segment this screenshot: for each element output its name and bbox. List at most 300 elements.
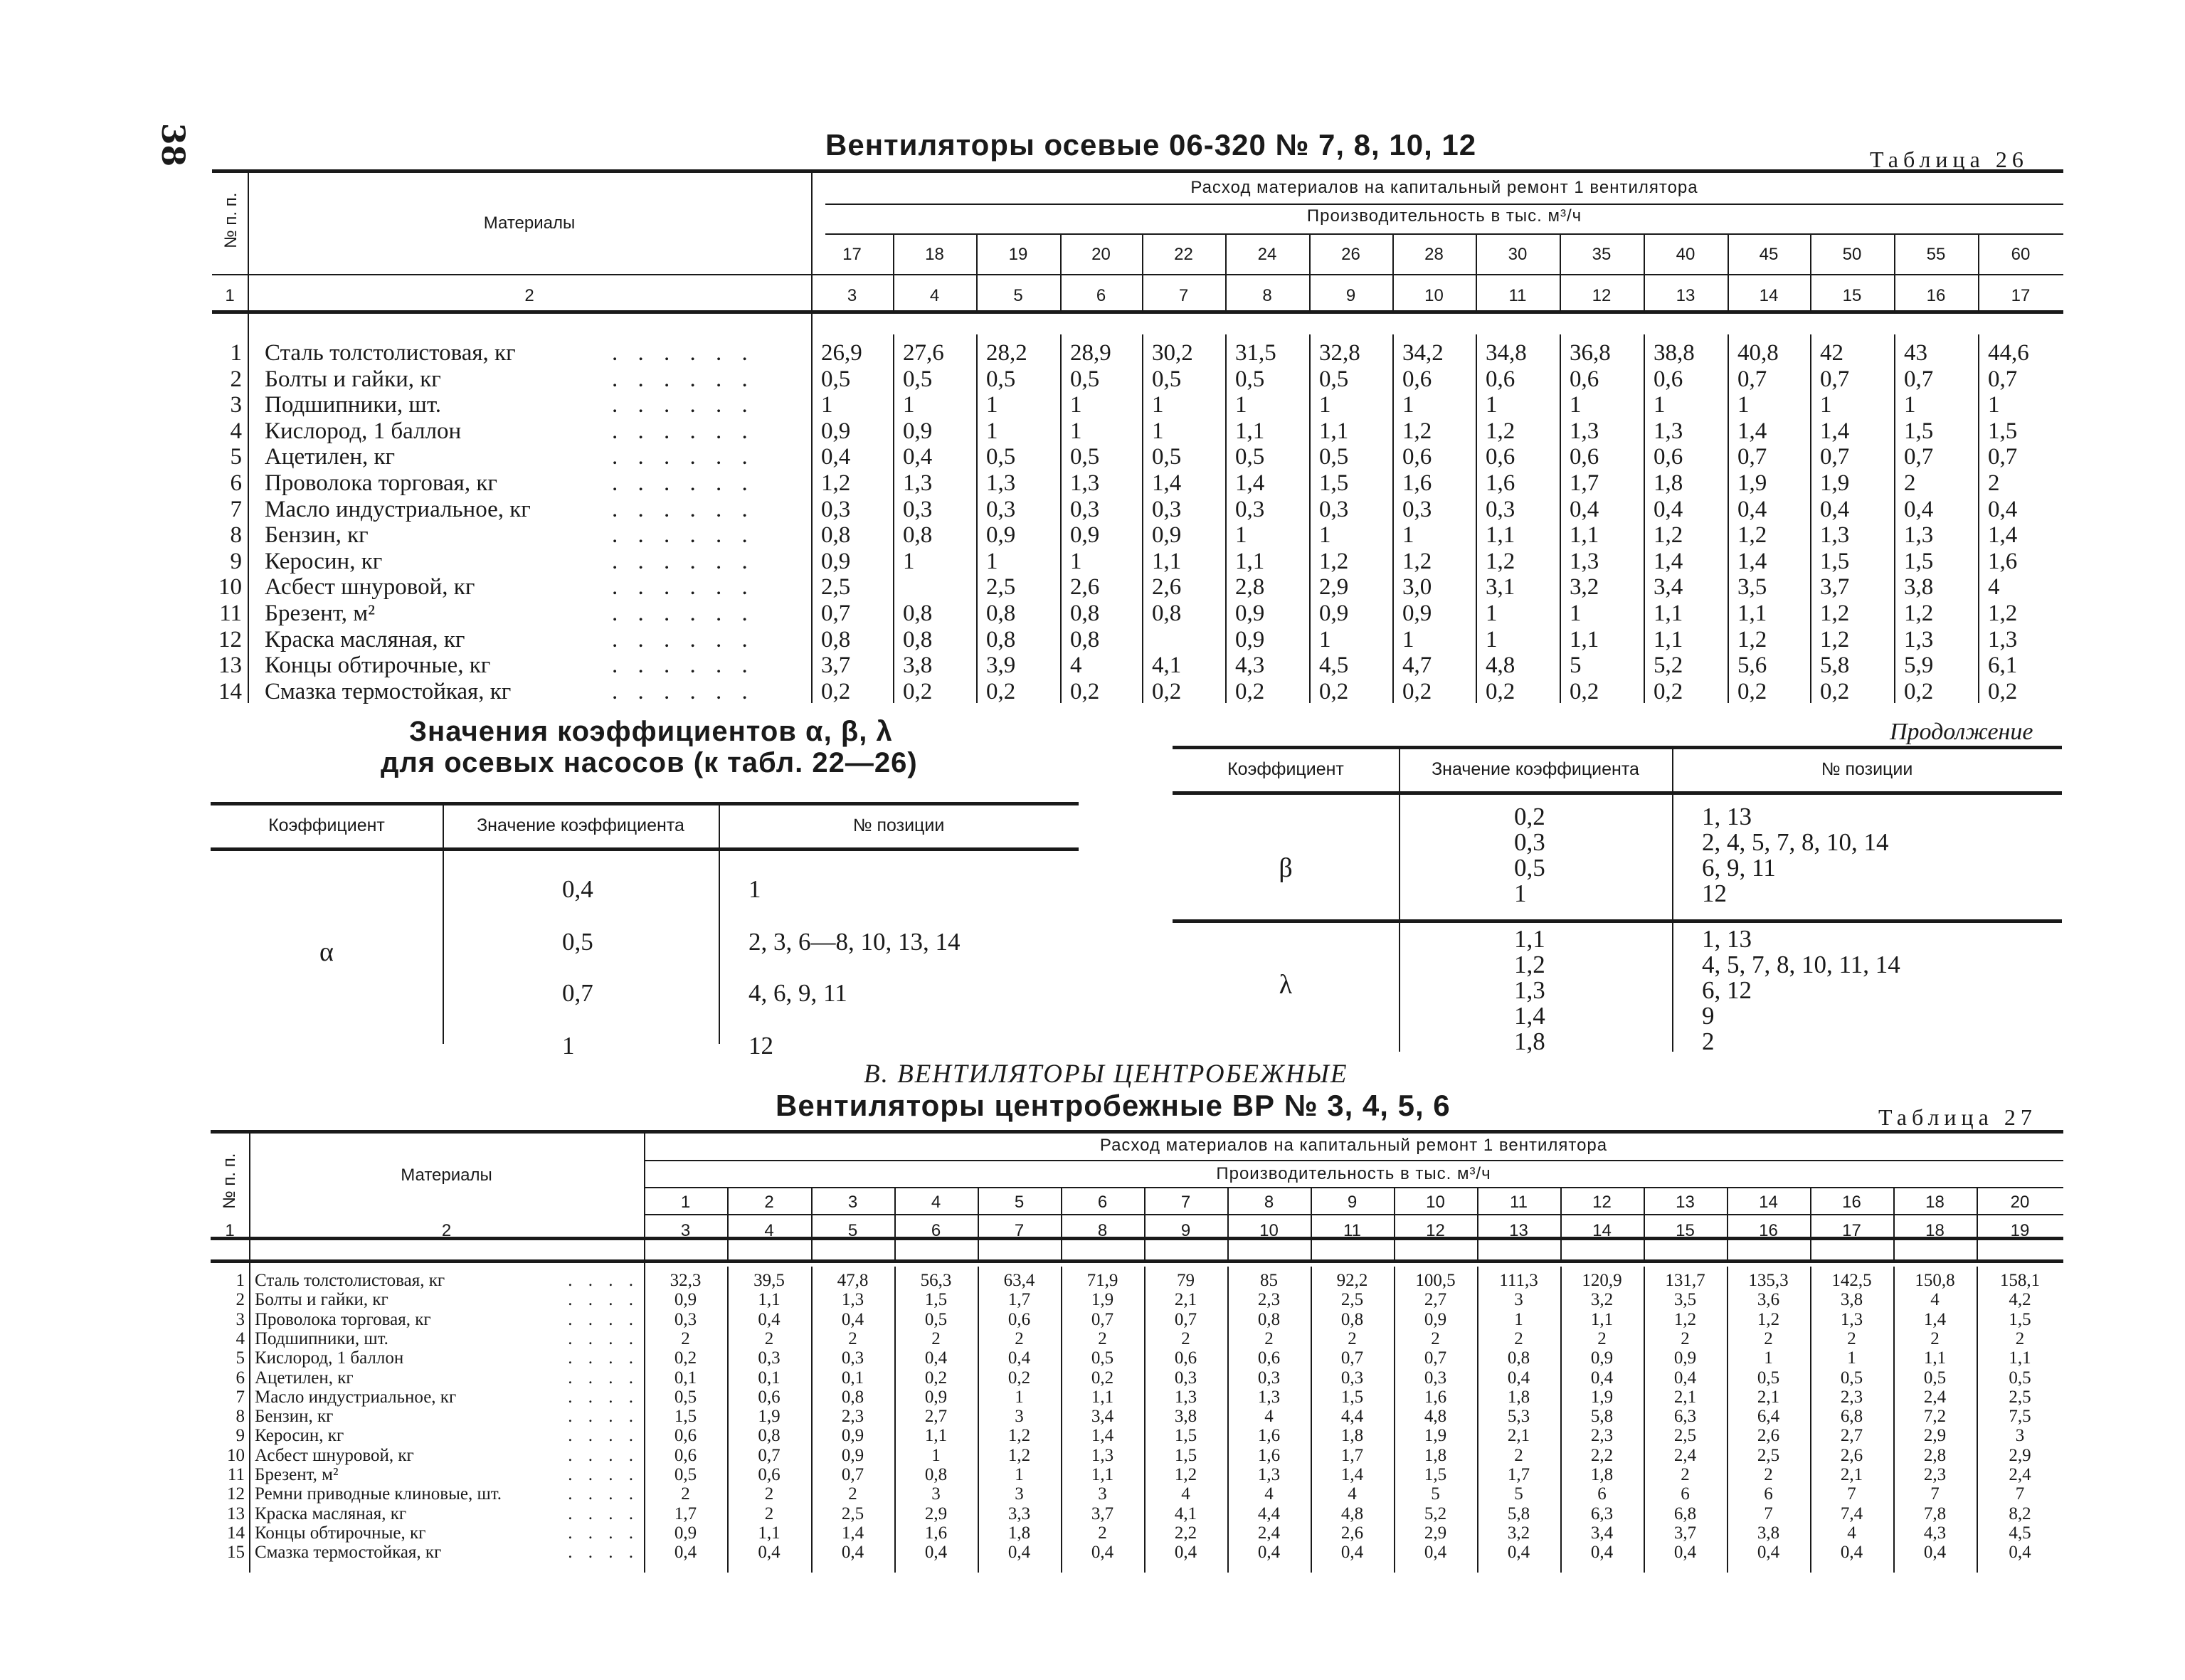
material-name: Керосин, кг [265, 548, 383, 574]
material-name: Смазка термостойкая, кг [255, 1543, 442, 1563]
index-cell: 5 [1013, 286, 1023, 305]
table-cell: 0,3 [1319, 496, 1349, 522]
table-cell: 1,1 [1319, 418, 1349, 444]
table-cell: 120,9 [1582, 1271, 1622, 1290]
table-cell: 1,6 [1988, 548, 2018, 574]
table-cell: 1,5 [674, 1407, 697, 1427]
table-cell: 2,2 [1590, 1445, 1614, 1465]
table-cell: 4 [1988, 574, 2000, 601]
table-cell: 1 [903, 392, 915, 418]
table-cell: 1 [1402, 626, 1414, 653]
table-cell: 0,7 [1424, 1348, 1447, 1368]
table-cell: 1,9 [758, 1407, 781, 1427]
capacity-header: Производительность в тыс. м³/ч [1306, 206, 1582, 226]
table-cell: 3,2 [1570, 574, 1599, 601]
table-cell: 0,4 [758, 1309, 781, 1329]
coef-positions: 6, 9, 11 [1702, 854, 1776, 882]
dot-leader: . . . . . . [612, 522, 755, 549]
table-cell: 3 [1015, 1407, 1024, 1427]
dot-leader: . . . . . . [612, 653, 755, 679]
table-cell: 1,2 [1820, 626, 1850, 653]
coef-value: 1,3 [1514, 976, 1545, 1004]
table-cell: 1,1 [924, 1426, 948, 1446]
table-cell: 0,8 [986, 626, 1016, 653]
table-cell: 3 [931, 1484, 941, 1504]
table-cell: 2,7 [924, 1407, 948, 1427]
material-name: Подшипники, шт. [265, 392, 442, 418]
table-cell: 1,5 [1340, 1387, 1364, 1407]
table-cell: 0,8 [1070, 626, 1100, 653]
table-cell: 0,5 [924, 1309, 948, 1329]
row-number: 2 [236, 1290, 245, 1310]
table-cell: 0,2 [1070, 678, 1100, 704]
index-cell: 10 [1259, 1221, 1279, 1240]
row-number: 15 [227, 1543, 245, 1563]
table-cell: 0,2 [903, 678, 933, 704]
table-cell: 4,4 [1340, 1407, 1364, 1427]
table-cell: 0,8 [841, 1387, 864, 1407]
table-cell: 1,3 [1257, 1387, 1281, 1407]
table-cell: 1,3 [903, 470, 933, 496]
coef-value: 1,4 [1514, 1002, 1545, 1030]
table-cell: 63,4 [1003, 1271, 1035, 1290]
table-cell: 4 [1264, 1407, 1274, 1427]
row-number: 14 [218, 678, 242, 704]
table-cell: 1,4 [1820, 418, 1850, 444]
table-cell: 1,7 [1570, 470, 1599, 496]
table-cell: 2,1 [1507, 1426, 1530, 1446]
table-cell: 0,4 [1007, 1543, 1031, 1563]
table-cell: 1 [1486, 601, 1498, 626]
table-cell: 1 [1235, 522, 1247, 549]
table-cell: 1 [1570, 601, 1582, 626]
table-cell: 1,1 [1235, 548, 1265, 574]
capacity-header-cell: 40 [1676, 245, 1695, 264]
table-cell: 2,1 [1174, 1290, 1197, 1310]
table-cell: 85 [1260, 1271, 1278, 1290]
table-cell: 2,7 [1424, 1290, 1447, 1310]
table-cell: 0,4 [1257, 1543, 1281, 1563]
table-cell: 1 [1319, 392, 1331, 418]
table26-vline [1392, 334, 1394, 703]
table-cell: 1,4 [1988, 522, 2018, 549]
table-cell: 2 [1681, 1328, 1690, 1348]
table-cell: 2,4 [1673, 1445, 1697, 1465]
table-cell: 0,2 [1654, 678, 1683, 704]
table-cell: 0,6 [758, 1465, 781, 1484]
table-cell: 2 [1015, 1328, 1024, 1348]
table-cell: 1,4 [1737, 548, 1767, 574]
dot-leader: . . . . [568, 1387, 639, 1407]
index-cell: 3 [680, 1221, 691, 1240]
index-cell: 8 [1097, 1221, 1108, 1240]
coef-title-line2: для осевых насосов (к табл. 22—26) [381, 747, 918, 778]
table-cell: 2,5 [821, 574, 851, 601]
table-cell: 0,1 [758, 1368, 781, 1388]
material-name: Краска масляная, кг [255, 1504, 407, 1523]
row-number: 6 [230, 470, 242, 496]
table-cell: 1,7 [1007, 1290, 1031, 1310]
table-cell: 1,1 [1654, 626, 1683, 653]
row-number: 1 [236, 1271, 245, 1290]
table-cell: 0,7 [1737, 444, 1767, 470]
table-cell: 2,1 [1757, 1387, 1780, 1407]
table-cell: 0,5 [674, 1465, 697, 1484]
table-cell: 1,5 [1319, 470, 1349, 496]
table-cell: 1,5 [924, 1290, 948, 1310]
table-cell: 0,2 [1402, 678, 1432, 704]
table26-vline [1142, 334, 1143, 703]
table-cell: 1 [1235, 392, 1247, 418]
table-cell: 0,2 [1091, 1368, 1114, 1388]
table-cell: 0,4 [1654, 496, 1683, 522]
table-cell: 0,7 [1174, 1309, 1197, 1329]
table-cell: 0,7 [1904, 444, 1934, 470]
table-cell: 56,3 [920, 1271, 952, 1290]
table-cell: 0,7 [1820, 366, 1850, 392]
table-cell: 1 [1319, 522, 1331, 549]
table26-vline [1060, 334, 1062, 703]
table-cell: 0,4 [821, 444, 851, 470]
table-cell: 34,8 [1486, 340, 1527, 366]
capacity-header-cell: 18 [1925, 1193, 1945, 1212]
table-cell: 1,9 [1820, 470, 1850, 496]
table-cell: 1,6 [924, 1523, 948, 1543]
coef-left-rule [211, 847, 1079, 851]
table-cell: 4 [1264, 1484, 1274, 1504]
table-cell: 4,8 [1424, 1407, 1447, 1427]
table-cell: 100,5 [1415, 1271, 1456, 1290]
table26-vline [1810, 334, 1811, 703]
capacity-header-cell: 5 [1014, 1193, 1025, 1212]
table-cell: 0,8 [1070, 601, 1100, 626]
table-cell: 0,2 [821, 678, 851, 704]
table26-vline [976, 334, 978, 703]
table-cell: 0,4 [1737, 496, 1767, 522]
index-cell: 6 [931, 1221, 941, 1240]
table-cell: 0,3 [1174, 1368, 1197, 1388]
table-cell: 0,1 [841, 1368, 864, 1388]
table-cell: 0,4 [2009, 1543, 2031, 1563]
table-cell: 0,7 [1904, 366, 1934, 392]
capacity-header-cell: 9 [1347, 1193, 1358, 1212]
table-cell: 1,3 [841, 1290, 864, 1310]
table-cell: 0,8 [821, 626, 851, 653]
material-name: Концы обтирочные, кг [265, 653, 491, 679]
coef-positions: 2 [1702, 1027, 1715, 1055]
table-cell: 0,4 [1988, 496, 2018, 522]
table-cell: 4,7 [1402, 653, 1432, 679]
dot-leader: . . . . [568, 1426, 639, 1446]
table-cell: 5,8 [1820, 653, 1850, 679]
table-cell: 1 [1152, 418, 1164, 444]
dot-leader: . . . . [568, 1328, 639, 1348]
table-cell: 2,5 [1757, 1445, 1780, 1465]
table-cell: 1 [1015, 1387, 1024, 1407]
table-cell: 1,1 [1737, 601, 1767, 626]
table-cell: 1,8 [1654, 470, 1683, 496]
table26-vline [1728, 334, 1729, 703]
table-cell: 1,2 [821, 470, 851, 496]
table-cell: 1,2 [1007, 1445, 1031, 1465]
material-name: Масло индустриальное, кг [265, 496, 531, 522]
dot-leader: . . . . [568, 1348, 639, 1368]
table-cell: 0,6 [1486, 444, 1515, 470]
table-cell: 32,3 [670, 1271, 702, 1290]
table-cell: 3,8 [1904, 574, 1934, 601]
capacity-header-cell: 26 [1341, 245, 1360, 264]
table-cell: 6,3 [1590, 1504, 1614, 1523]
table-cell: 0,8 [1152, 601, 1182, 626]
table-cell: 0,3 [758, 1348, 781, 1368]
table-cell: 0,6 [674, 1445, 697, 1465]
table-cell: 42 [1820, 340, 1843, 366]
table-cell: 0,1 [674, 1368, 697, 1388]
table-cell: 0,8 [903, 601, 933, 626]
table-cell: 6,4 [1757, 1407, 1780, 1427]
table-cell: 1,6 [1424, 1387, 1447, 1407]
table-cell: 2 [1681, 1465, 1690, 1484]
capacity-header-cell: 30 [1508, 245, 1528, 264]
index-cell: 3 [847, 286, 857, 305]
table-cell: 1 [903, 548, 915, 574]
table-cell: 158,1 [1999, 1271, 2041, 1290]
table-cell: 6,8 [1840, 1407, 1863, 1427]
table-cell: 135,3 [1748, 1271, 1789, 1290]
table-cell: 2,5 [986, 574, 1016, 601]
table-cell: 7 [2015, 1484, 2025, 1504]
table-cell: 1,1 [1590, 1309, 1614, 1329]
table-cell: 6 [1597, 1484, 1607, 1504]
table-cell: 1,1 [758, 1523, 781, 1543]
table-cell: 0,9 [674, 1523, 697, 1543]
table-cell: 0,9 [821, 548, 851, 574]
capacity-header-cell: 14 [1759, 1193, 1778, 1212]
row-number: 1 [230, 340, 242, 366]
table-cell: 4 [1930, 1290, 1940, 1310]
table-cell: 0,3 [986, 496, 1016, 522]
dot-leader: . . . . . . [612, 626, 755, 653]
table-cell: 6,3 [1673, 1407, 1697, 1427]
table-cell: 1 [1847, 1348, 1856, 1368]
table-cell: 1,9 [1091, 1290, 1114, 1310]
table-cell: 4 [1181, 1484, 1190, 1504]
table-cell: 0,6 [758, 1387, 781, 1407]
table-cell: 7 [1930, 1484, 1940, 1504]
table-cell: 0,9 [1152, 522, 1182, 549]
table-cell: 2,9 [1319, 574, 1349, 601]
table-cell: 7,8 [1923, 1504, 1947, 1523]
table-cell: 3,9 [986, 653, 1016, 679]
dot-leader: . . . . [568, 1445, 639, 1465]
table-cell: 0,8 [1340, 1309, 1364, 1329]
table-cell: 6 [1764, 1484, 1773, 1504]
table-cell: 1,1 [1570, 626, 1599, 653]
index-cell: 8 [1262, 286, 1272, 305]
material-name: Асбест шнуровой, кг [265, 574, 475, 601]
index-cell: 11 [1508, 286, 1527, 305]
index-cell: 1 [225, 286, 235, 305]
table-cell: 0,6 [1007, 1309, 1031, 1329]
index-cell: 5 [847, 1221, 858, 1240]
table-cell: 2 [931, 1328, 941, 1348]
table-cell: 5 [1514, 1484, 1523, 1504]
table-cell: 39,5 [753, 1271, 785, 1290]
table-cell: 2 [848, 1328, 857, 1348]
table-cell: 0,8 [903, 626, 933, 653]
table-cell: 1 [1988, 392, 2000, 418]
table-cell: 30,2 [1152, 340, 1193, 366]
table-cell: 0,9 [821, 418, 851, 444]
table-cell: 2,6 [1840, 1445, 1863, 1465]
coef-value: 1 [562, 1032, 575, 1060]
material-name: Болты и гайки, кг [255, 1290, 388, 1310]
coef-positions: 9 [1702, 1002, 1715, 1030]
table-cell: 1 [1070, 548, 1082, 574]
table-cell: 0,2 [1820, 678, 1850, 704]
table-cell: 0,2 [1486, 678, 1515, 704]
index-cell: 13 [1676, 286, 1695, 305]
table-cell: 2,3 [1840, 1387, 1863, 1407]
table-cell: 2,8 [1923, 1445, 1947, 1465]
table-cell: 2,3 [1590, 1426, 1614, 1446]
table-cell: 1,2 [1820, 601, 1850, 626]
table-cell: 2 [1264, 1328, 1274, 1348]
table-cell: 0,4 [1757, 1543, 1780, 1563]
table-cell: 2 [848, 1484, 857, 1504]
index-cell: 18 [1925, 1221, 1945, 1240]
table-cell: 0,4 [1840, 1543, 1863, 1563]
table-cell: 1,7 [1507, 1465, 1530, 1484]
coef-positions: 6, 12 [1702, 976, 1752, 1004]
capacity-header-cell: 20 [1091, 245, 1111, 264]
coef-positions: 1, 13 [1702, 803, 1752, 830]
table-cell: 4 [1348, 1484, 1357, 1504]
table-cell: 0,5 [986, 444, 1016, 470]
table-cell: 1 [986, 392, 998, 418]
table-cell: 2 [764, 1504, 774, 1523]
table-cell: 79 [1177, 1271, 1195, 1290]
table-cell: 2 [681, 1484, 690, 1504]
table-cell: 0,7 [1737, 366, 1767, 392]
table-cell: 0,3 [1152, 496, 1182, 522]
material-name: Концы обтирочные, кг [255, 1523, 426, 1543]
table-cell: 1,2 [1319, 548, 1349, 574]
table-cell: 0,5 [1923, 1368, 1947, 1388]
table-cell: 1,2 [1402, 418, 1432, 444]
table-cell: 2 [681, 1328, 690, 1348]
table-cell: 1 [986, 548, 998, 574]
row-number: 9 [230, 548, 242, 574]
table-cell: 36,8 [1570, 340, 1611, 366]
table-cell: 0,2 [986, 678, 1016, 704]
table-cell: 0,5 [1319, 366, 1349, 392]
table-cell: 1,1 [1091, 1387, 1114, 1407]
table-cell: 2 [764, 1484, 774, 1504]
table-cell: 2,4 [2009, 1465, 2031, 1484]
coef-right-rule [1173, 919, 2062, 923]
table-cell: 0,9 [1402, 601, 1432, 626]
table-cell: 2,1 [1673, 1387, 1697, 1407]
table-cell: 3,4 [1590, 1523, 1614, 1543]
table-cell: 32,8 [1319, 340, 1360, 366]
table-cell: 0,6 [1570, 444, 1599, 470]
table-cell: 2 [1930, 1328, 1940, 1348]
table-cell: 0,4 [1570, 496, 1599, 522]
table-cell: 1 [1319, 626, 1331, 653]
row-number: 14 [227, 1523, 245, 1543]
table-cell: 0,4 [1590, 1368, 1614, 1388]
table-cell: 1,8 [1590, 1465, 1614, 1484]
table26-vline [1560, 334, 1561, 703]
material-name: Сталь толстолистовая, кг [255, 1271, 445, 1290]
table-cell: 3,2 [1590, 1290, 1614, 1310]
table-cell: 1,7 [674, 1504, 697, 1523]
table-cell: 28,9 [1070, 340, 1111, 366]
table-cell: 0,3 [1235, 496, 1265, 522]
table-cell: 2 [1514, 1445, 1523, 1465]
table-cell: 92,2 [1336, 1271, 1368, 1290]
table27-vline [249, 1130, 250, 1573]
table-cell: 6 [1681, 1484, 1690, 1504]
table-cell: 3,2 [1507, 1523, 1530, 1543]
table-cell: 2,2 [1174, 1523, 1197, 1543]
table-cell: 40,8 [1737, 340, 1779, 366]
table-cell: 1,6 [1402, 470, 1432, 496]
table-cell: 5,8 [1507, 1504, 1530, 1523]
coef-value: 1 [1514, 879, 1527, 907]
capacity-header-cell: 13 [1676, 1193, 1695, 1212]
coef-vline [443, 802, 444, 1044]
table26-top-rule [212, 169, 2063, 173]
table-cell: 0,9 [924, 1387, 948, 1407]
material-name: Ремни приводные клиновые, шт. [255, 1484, 502, 1504]
table27-label: Таблица 27 [1878, 1104, 2037, 1130]
row-number: 12 [218, 626, 242, 653]
table-cell: 1,1 [1091, 1465, 1114, 1484]
material-name: Бензин, кг [265, 522, 369, 549]
table-cell: 0,8 [986, 601, 1016, 626]
table-cell: 2 [1514, 1328, 1523, 1348]
table-cell: 1,2 [1007, 1426, 1031, 1446]
table-cell: 3 [1514, 1290, 1523, 1310]
capacity-header-cell: 17 [842, 245, 862, 264]
table-cell: 0,8 [903, 522, 933, 549]
table-cell: 1,4 [1340, 1465, 1364, 1484]
dot-leader: . . . . . . [612, 444, 755, 470]
table-cell: 0,8 [1257, 1309, 1281, 1329]
dot-leader: . . . . . . [612, 392, 755, 418]
capacity-header-cell: 24 [1257, 245, 1277, 264]
material-name: Краска масляная, кг [265, 626, 465, 653]
table-cell: 1,1 [1486, 522, 1515, 549]
table-cell: 1 [931, 1445, 941, 1465]
capacity-header-cell: 3 [847, 1193, 858, 1212]
index-cell: 14 [1592, 1221, 1612, 1240]
table-cell: 1,5 [1174, 1426, 1197, 1446]
table26-vline [248, 169, 249, 703]
index-cell: 7 [1014, 1221, 1025, 1240]
materials-header: Материалы [483, 213, 576, 233]
table-cell: 1,1 [758, 1290, 781, 1310]
table-cell: 1,3 [1570, 418, 1599, 444]
table-cell: 1,1 [2009, 1348, 2031, 1368]
table-cell: 1,8 [1424, 1445, 1447, 1465]
table-cell: 1,3 [1174, 1387, 1197, 1407]
dot-leader: . . . . . . [612, 366, 755, 392]
table-cell: 2 [1764, 1328, 1773, 1348]
table-cell: 26,9 [821, 340, 862, 366]
